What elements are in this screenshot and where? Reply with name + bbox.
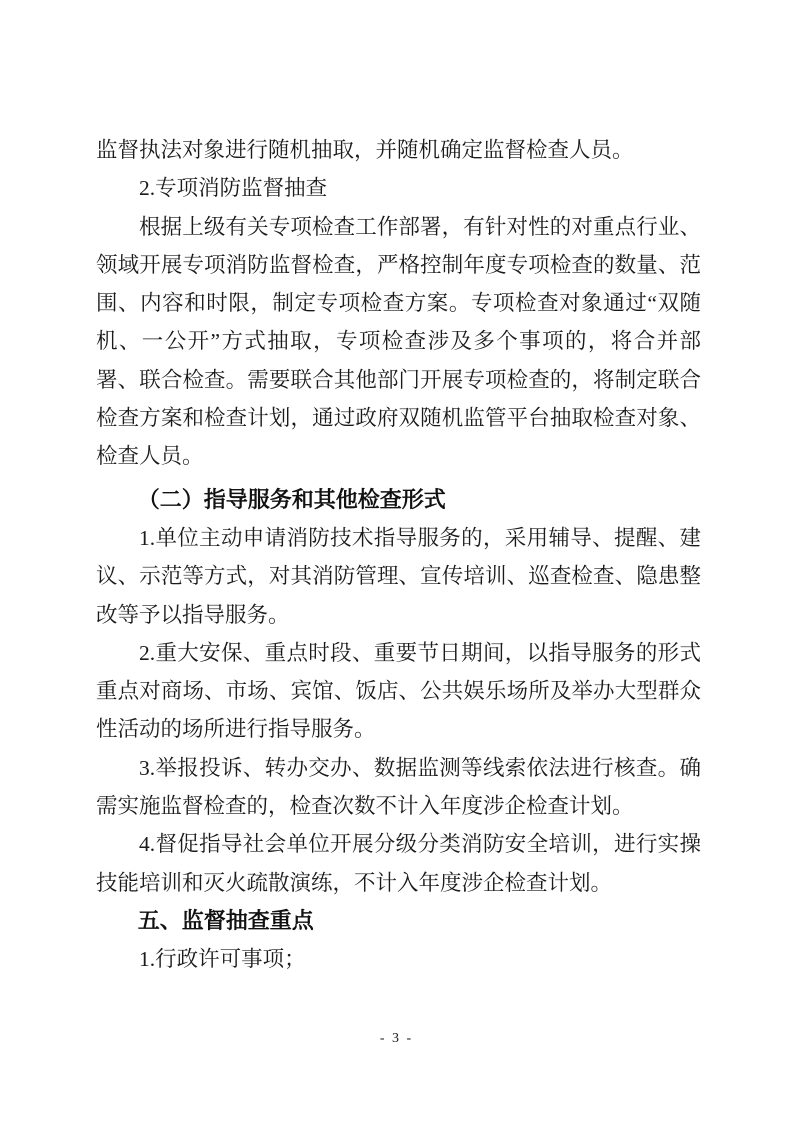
numbered-item-4-training-drills: 4.督促指导社会单位开展分级分类消防安全培训，进行实操技能培训和灭火疏散演练，不计入年度涉企检查计划。 xyxy=(96,832,701,895)
numbered-item-1-guidance-request: 1.单位主动申请消防技术指导服务的，采用辅导、提醒、建议、示范等方式，对其消防管理、宣传培训、巡查检查、隐患整改等予以指导服务。 xyxy=(96,525,701,627)
document-body xyxy=(96,131,701,979)
section-heading-inspection-focus: 五、监督抽查重点 xyxy=(137,907,314,933)
numbered-item-1-administrative-licensing: 1.行政许可事项； xyxy=(139,947,306,972)
page-number: - 3 - xyxy=(379,1031,414,1046)
paragraph-continuation: 监督执法对象进行随机抽取，并随机确定监督检查人员。 xyxy=(96,138,634,162)
section-heading-guidance-services: （二）指导服务和其他检查形式 xyxy=(137,486,446,512)
numbered-item-3-complaint-leads: 3.举报投诉、转办交办、数据监测等线索依法进行核查。确需实施监督检查的，检查次数不计入年度涉企检查计划。 xyxy=(96,755,701,819)
paragraph-special-inspection-body: 根据上级有关专项检查工作部署，有针对性的对重点行业、领域开展专项消防监督检查，严格控制年度专项检查的数量、范围、内容和时限，制定专项检查方案。专项检查对象通过“双随机、一公开”方式抽取，专项检查涉及多个事项的，将合并部署、联合检查。需要联合其他部门开展专项检查的，将制定联合检查方案和检查计划，通过政府双随机监管平台抽取检查对象、检查人员。 xyxy=(96,214,701,469)
numbered-item-special-inspection-title: 2.专项消防监督抽查 xyxy=(139,176,328,201)
numbered-item-2-key-periods: 2.重大安保、重点时段、重要节日期间，以指导服务的形式重点对商场、市场、宾馆、饭店、公共娱乐场所及举办大型群众性活动的场所进行指导服务。 xyxy=(96,640,701,742)
